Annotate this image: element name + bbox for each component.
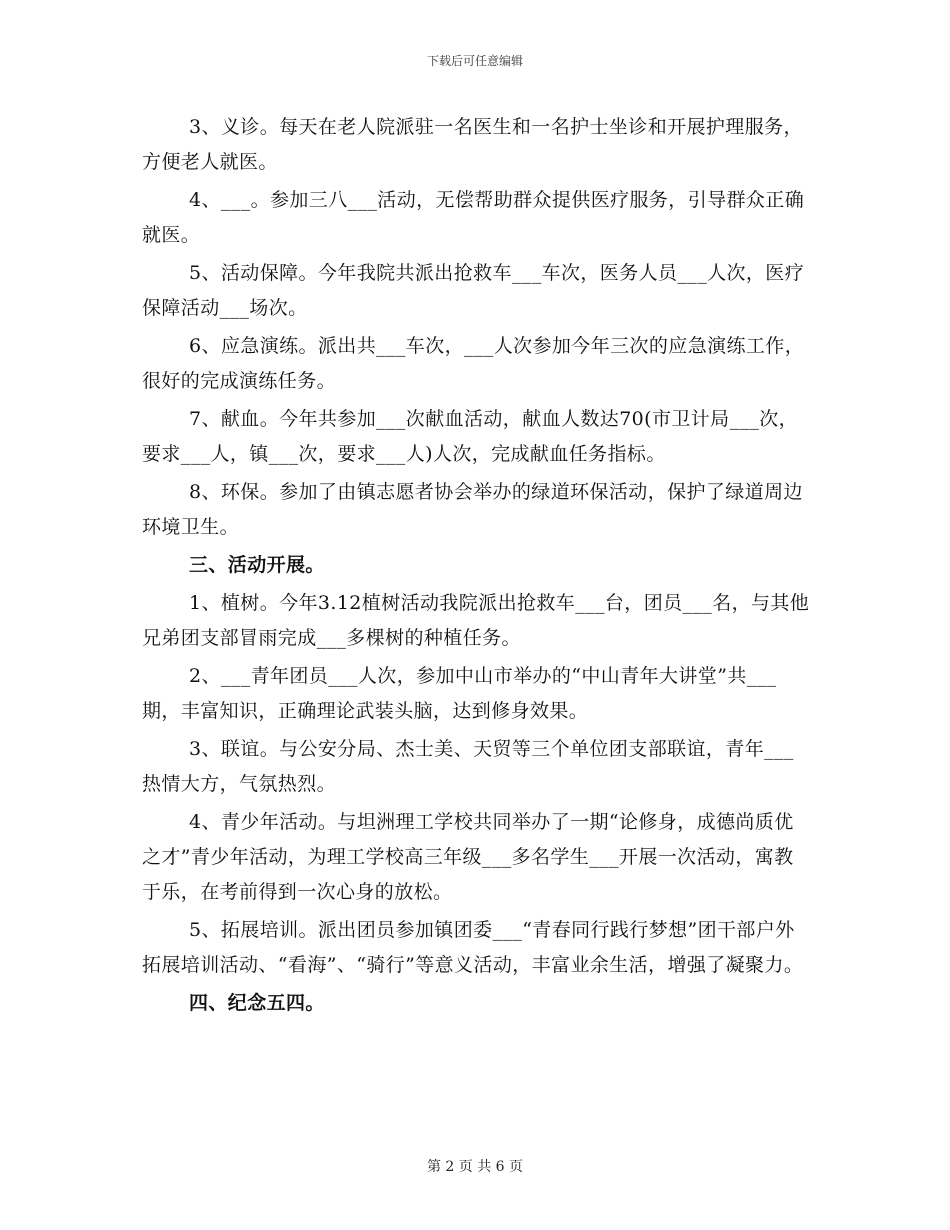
page-header: 下载后可任意编辑 [426, 54, 523, 68]
paragraph-item-3-fellowship: 3、联谊。与公安分局、杰士美、天贸等三个单位团支部联谊，青年___热情大方，气氛热烈。 [142, 738, 794, 795]
paragraph-item-7-blood: 7、献血。今年共参加___次献血活动，献血人数达70(市卫计局___次，要求___人，镇___次，要求___人)人次，完成献血任务指标。 [142, 408, 799, 465]
paragraph-item-5-training: 5、拓展培训。派出团员参加镇团委___“青春同行践行梦想”团干部户外拓展培训活动、“看海”、“骑行”等意义活动，丰富业余生活，增强了凝聚力。 [142, 919, 804, 976]
paragraph-item-3-clinic: 3、义诊。每天在老人院派驻一名医生和一名护士坐诊和开展护理服务，方便老人就医。 [142, 116, 803, 173]
paragraph-item-5-support: 5、活动保障。今年我院共派出抢救车___车次，医务人员___人次，医疗保障活动___场次。 [142, 262, 805, 319]
paragraph-item-1-tree-planting: 1、植树。今年3.12植树活动我院派出抢救车___台，团员___名，与其他兄弟团支部冒雨完成___多棵树的种植任务。 [142, 592, 810, 649]
paragraph-item-4-march8: 4、___。参加三八___活动，无偿帮助群众提供医疗服务，引导群众正确就医。 [142, 189, 805, 246]
section-heading-may4: 四、纪念五四。 [189, 992, 325, 1014]
paragraph-item-8-environment: 8、环保。参加了由镇志愿者协会举办的绿道环保活动，保护了绿道周边环境卫生。 [142, 481, 803, 538]
document-body [142, 110, 812, 1024]
paragraph-item-4-youth: 4、青少年活动。与坦洲理工学校共同举办了一期“论修身，成德尚质优之才”青少年活动，为理工学校高三年级___多名学生___开展一次活动，寓教于乐，在考前得到一次心身的放松。 [142, 811, 794, 903]
section-heading-activities: 三、活动开展。 [189, 554, 325, 576]
page-footer: 第 2 页 共 6 页 [426, 1159, 524, 1175]
paragraph-item-6-drill: 6、应急演练。派出共___车次，___人次参加今年三次的应急演练工作，很好的完成演练任务。 [142, 335, 805, 392]
paragraph-item-2-lecture: 2、___青年团员___人次，参加中山市举办的“中山青年大讲堂”共___期，丰富知识，正确理论武装头脑，达到修身效果。 [142, 665, 777, 722]
